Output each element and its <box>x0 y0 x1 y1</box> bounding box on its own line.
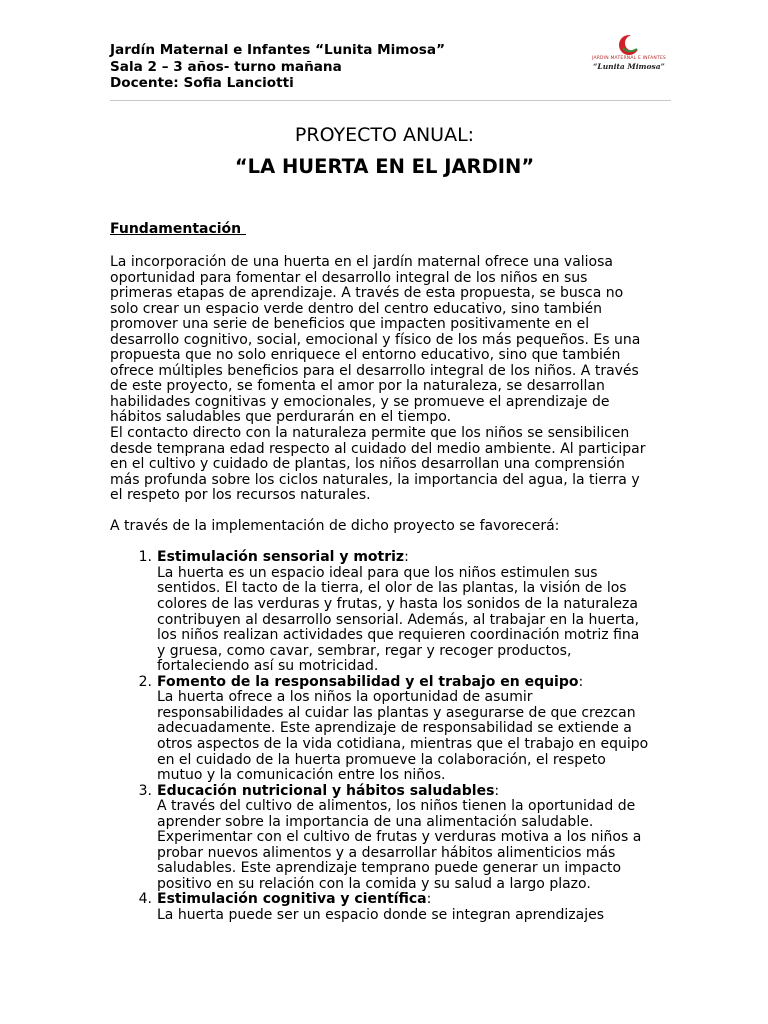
list-item-title: Estimulación sensorial y motriz <box>157 549 405 566</box>
text-line: responsabilidades al cuidar las plantas y asegurarse de que crezcan <box>157 704 636 721</box>
list-item-title-line <box>110 784 670 800</box>
text-line: saludables. Este aprendizaje temprano puede generar un impacto <box>157 860 622 877</box>
text-line: de este proyecto, se fomenta el amor por la naturaleza, se desarrollan <box>110 378 605 395</box>
text-line: A través del cultivo de alimentos, los niños tienen la oportunidad de <box>157 798 636 815</box>
text-line: solo crear un espacio verde dentro del centro educativo, sino también <box>110 300 602 317</box>
text-line: positivo en su relación con la comida y su salud a largo plazo. <box>157 875 591 892</box>
text-line: fortaleciendo así su motricidad. <box>157 658 379 675</box>
list-item-title-line <box>110 550 670 566</box>
text-line: contribuyen al desarrollo sensorial. Además, al trabajar en la huerta, <box>157 611 640 628</box>
list-intro: A través de la implementación de dicho proyecto se favorecerá: <box>110 518 560 535</box>
header-divider <box>110 100 671 101</box>
list-item-colon: : <box>578 673 584 690</box>
school-name: Jardín Maternal e Infantes “Lunita Mimosa” <box>110 42 445 58</box>
paragraph-fundamentacion <box>110 255 670 426</box>
text-line: sentidos. El tacto de la tierra, el olor de las plantas, la visión de los <box>157 580 627 597</box>
text-line: desde temprana edad respecto al cuidado del medio ambiente. Al participar <box>110 440 646 457</box>
text-line: oportunidad para fomentar el desarrollo integral de los niños en sus <box>110 269 588 286</box>
document-header <box>110 42 445 92</box>
logo-caption: JARDIN MATERNAL E INFANTES <box>592 56 666 61</box>
text-line: promover una serie de beneficios que impacten positivamente en el <box>110 316 590 333</box>
text-line: mutuo y la comunicación entre los niños. <box>157 767 446 784</box>
text-line: Experimentar con el cultivo de frutas y verduras motiva a los niños a <box>157 829 642 846</box>
numbered-list <box>110 550 670 923</box>
text-line: La huerta puede ser un espacio donde se integran aprendizajes <box>157 906 605 923</box>
text-line: y gruesa, como cavar, sembrar, regar y recoger productos, <box>157 642 572 659</box>
list-item-colon: : <box>404 549 409 566</box>
list-item-text <box>110 799 670 892</box>
document-title: PROYECTO ANUAL: <box>294 124 475 146</box>
list-item-text <box>110 908 670 924</box>
text-line: los niños realizan actividades que requieren coordinación motriz fina <box>157 627 640 644</box>
text-line: La huerta ofrece a los niños la oportunidad de asumir <box>157 689 533 706</box>
text-line: desarrollo cognitivo, social, emocional y físico de los más pequeños. Es una <box>110 331 641 348</box>
text-line: en el cuidado de la huerta promueve la colaboración, el respeto <box>157 751 606 768</box>
list-item-title: Estimulación cognitiva y científica <box>157 891 427 908</box>
list-number: 1. <box>138 549 152 566</box>
spacer <box>110 535 670 551</box>
text-line: ofrece múltiples beneficios para el desarrollo integral de los niños. A través <box>110 362 639 379</box>
teacher-name: Docente: Sofia Lanciotti <box>110 75 294 91</box>
list-item-colon: : <box>494 782 500 799</box>
list-item-text <box>110 566 670 675</box>
text-line: colores de las verduras y frutas, y hasta los sonidos de la naturaleza <box>157 596 638 613</box>
text-line: en el cultivo y cuidado de plantas, los niños desarrollan una comprensión <box>110 456 625 473</box>
document-body <box>110 255 670 924</box>
list-item <box>110 784 670 893</box>
school-logo <box>585 34 673 78</box>
list-item-colon: : <box>426 891 432 908</box>
text-line: adecuadamente. Este aprendizaje de responsabilidad se extiende a <box>157 720 632 737</box>
text-line: La huerta es un espacio ideal para que los niños estimulen sus <box>157 564 598 581</box>
logo-name: “Lunita Mimosa” <box>593 62 665 71</box>
list-item-text <box>110 690 670 783</box>
list-item <box>110 892 670 923</box>
text-line: El contacto directo con la naturaleza permite que los niños se sensibilicen <box>110 425 630 442</box>
list-item-title: Educación nutricional y hábitos saludables <box>157 782 495 799</box>
text-line: propuesta que no solo enriquece el entorno educativo, sino que también <box>110 347 621 364</box>
paragraph-contacto <box>110 426 670 504</box>
class-info: Sala 2 – 3 años- turno mañana <box>110 58 342 75</box>
text-line: probar nuevos alimentos y a desarrollar hábitos alimenticios más <box>157 844 616 861</box>
list-item <box>110 675 670 784</box>
text-line: aprender sobre la importancia de una alimentación saludable. <box>157 813 594 830</box>
list-item-title-line <box>110 892 670 908</box>
text-line: La incorporación de una huerta en el jardín maternal ofrece una valiosa <box>110 254 613 270</box>
section-heading: Fundamentación <box>110 221 247 237</box>
list-item-title-line <box>110 675 670 691</box>
list-item-title: Fomento de la responsabilidad y el trabajo en equipo <box>157 673 579 690</box>
text-line: otros aspectos de la vida cotidiana, mientras que el trabajo en equipo <box>157 735 649 752</box>
text-line: hábitos saludables que perdurarán en el tiempo. <box>110 409 452 426</box>
list-number: 2. <box>138 673 152 690</box>
list-item <box>110 550 670 674</box>
list-number: 3. <box>138 782 152 799</box>
text-line: habilidades cognitivas y emocionales, y se promueve el aprendizaje de <box>110 393 610 410</box>
text-line: más profunda sobre los ciclos naturales, la importancia del agua, la tierra y <box>110 471 640 488</box>
list-number: 4. <box>138 891 152 908</box>
moon-logo-icon <box>610 34 648 56</box>
spacer <box>110 504 670 520</box>
text-line: el respeto por los recursos naturales. <box>110 487 371 504</box>
project-title: “LA HUERTA EN EL JARDIN” <box>234 155 535 178</box>
text-line: primeras etapas de aprendizaje. A través de esta propuesta, se busca no <box>110 285 624 302</box>
